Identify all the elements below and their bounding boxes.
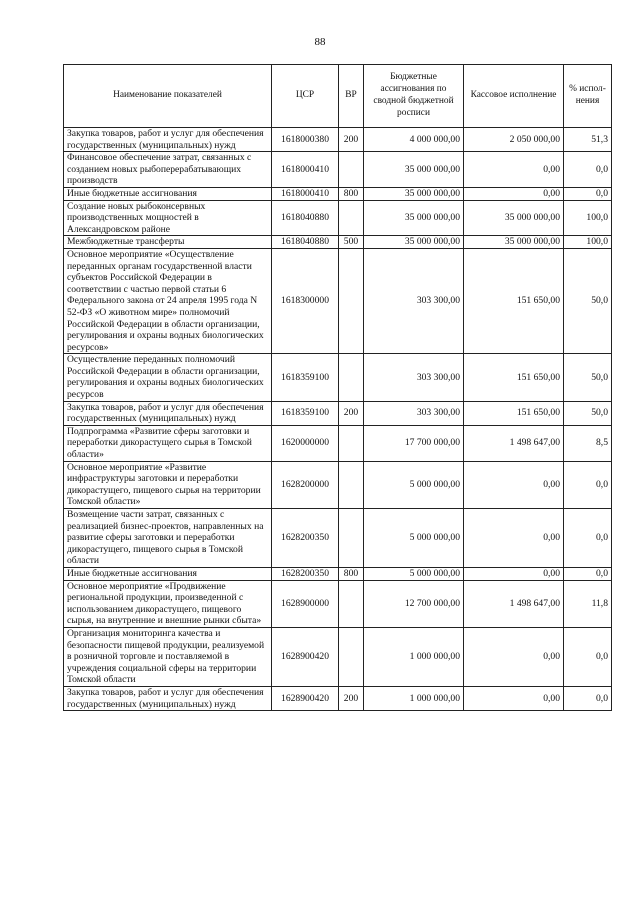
cell-budget: 12 700 000,00 [364, 580, 464, 627]
cell-csr: 1618040880 [272, 200, 339, 236]
cell-kass: 0,00 [464, 509, 564, 568]
cell-kass: 0,00 [464, 567, 564, 580]
cell-vr [339, 152, 364, 188]
cell-budget: 1 000 000,00 [364, 627, 464, 686]
cell-name: Иные бюджетные ассигнования [64, 567, 272, 580]
header-budget: Бюджетные ассигнования по сводной бюджетной росписи [364, 65, 464, 128]
cell-csr: 1618040880 [272, 236, 339, 249]
cell-pct: 0,0 [564, 152, 612, 188]
cell-name: Организация мониторинга качества и безопасности пищевой продукции, реализуемой в розничной торговле и поставляемой в учреждения социальной сферы на территории Томской области [64, 627, 272, 686]
cell-budget: 5 000 000,00 [364, 567, 464, 580]
cell-csr: 1628200350 [272, 509, 339, 568]
cell-name: Основное мероприятие «Продвижение региональной продукции, произведенной с использованием дикорастущего, пищевого сырья, на внутренние и внешние рынки сбыта» [64, 580, 272, 627]
cell-kass: 0,00 [464, 461, 564, 508]
cell-pct: 100,0 [564, 236, 612, 249]
cell-vr [339, 200, 364, 236]
cell-name: Закупка товаров, работ и услуг для обеспечения государственных (муниципальных) нужд [64, 401, 272, 425]
cell-csr: 1618300000 [272, 248, 339, 353]
cell-budget: 5 000 000,00 [364, 509, 464, 568]
header-pct: % испол-нения [564, 65, 612, 128]
cell-csr: 1628200000 [272, 461, 339, 508]
table-row [64, 425, 612, 461]
cell-budget: 17 700 000,00 [364, 425, 464, 461]
cell-kass: 1 498 647,00 [464, 425, 564, 461]
cell-kass: 151 650,00 [464, 248, 564, 353]
header-csr: ЦСР [272, 65, 339, 128]
table-row [64, 509, 612, 568]
budget-table [63, 64, 612, 711]
cell-kass: 151 650,00 [464, 401, 564, 425]
cell-name: Закупка товаров, работ и услуг для обеспечения государственных (муниципальных) нужд [64, 686, 272, 710]
cell-budget: 303 300,00 [364, 248, 464, 353]
cell-pct: 0,0 [564, 567, 612, 580]
table-row [64, 128, 612, 152]
cell-kass: 0,00 [464, 627, 564, 686]
header-vr: ВР [339, 65, 364, 128]
cell-budget: 303 300,00 [364, 401, 464, 425]
cell-kass: 35 000 000,00 [464, 200, 564, 236]
cell-pct: 0,0 [564, 509, 612, 568]
cell-vr: 200 [339, 401, 364, 425]
cell-kass: 2 050 000,00 [464, 128, 564, 152]
cell-pct: 0,0 [564, 461, 612, 508]
table-row [64, 200, 612, 236]
table-row [64, 401, 612, 425]
cell-name: Иные бюджетные ассигнования [64, 187, 272, 200]
cell-kass: 0,00 [464, 686, 564, 710]
cell-vr [339, 627, 364, 686]
cell-pct: 8,5 [564, 425, 612, 461]
table-row [64, 461, 612, 508]
cell-csr: 1628200350 [272, 567, 339, 580]
cell-budget: 35 000 000,00 [364, 236, 464, 249]
cell-kass: 35 000 000,00 [464, 236, 564, 249]
header-name: Наименование показателей [64, 65, 272, 128]
cell-kass: 0,00 [464, 187, 564, 200]
cell-pct: 50,0 [564, 354, 612, 401]
cell-pct: 51,3 [564, 128, 612, 152]
cell-csr: 1618000410 [272, 187, 339, 200]
cell-vr [339, 461, 364, 508]
cell-pct: 0,0 [564, 686, 612, 710]
cell-csr: 1628900000 [272, 580, 339, 627]
cell-vr [339, 509, 364, 568]
cell-kass: 151 650,00 [464, 354, 564, 401]
cell-pct: 100,0 [564, 200, 612, 236]
cell-csr: 1628900420 [272, 627, 339, 686]
table-row [64, 567, 612, 580]
cell-budget: 35 000 000,00 [364, 200, 464, 236]
cell-name: Основное мероприятие «Осуществление переданных органам государственной власти субъектов Российской Федерации в соответствии с частью первой статьи 6 Федерального закона от 24 апреля 1995 года N 52-ФЗ «О животном мире» полномочий Российской Федерации в области организации, регулирования и охраны водных биологических ресурсов» [64, 248, 272, 353]
cell-vr [339, 580, 364, 627]
table-row [64, 354, 612, 401]
cell-csr: 1618359100 [272, 354, 339, 401]
table-row [64, 152, 612, 188]
cell-csr: 1618359100 [272, 401, 339, 425]
cell-csr: 1618000380 [272, 128, 339, 152]
page-number: 88 [314, 36, 326, 48]
cell-csr: 1628900420 [272, 686, 339, 710]
cell-budget: 303 300,00 [364, 354, 464, 401]
cell-pct: 0,0 [564, 627, 612, 686]
cell-vr: 200 [339, 686, 364, 710]
cell-vr: 800 [339, 567, 364, 580]
cell-name: Возмещение части затрат, связанных с реализацией бизнес-проектов, направленных на развитие сферы заготовки и переработки дикорастущего, пищевого сырья в Томской области [64, 509, 272, 568]
cell-budget: 35 000 000,00 [364, 187, 464, 200]
cell-vr: 500 [339, 236, 364, 249]
cell-vr [339, 248, 364, 353]
table-row [64, 248, 612, 353]
cell-vr [339, 425, 364, 461]
cell-budget: 5 000 000,00 [364, 461, 464, 508]
cell-csr: 1618000410 [272, 152, 339, 188]
cell-kass: 0,00 [464, 152, 564, 188]
cell-pct: 50,0 [564, 248, 612, 353]
cell-pct: 0,0 [564, 187, 612, 200]
cell-name: Основное мероприятие «Развитие инфраструктуры заготовки и переработки дикорастущего, пищевого сырья на территории Томской области» [64, 461, 272, 508]
cell-budget: 35 000 000,00 [364, 152, 464, 188]
cell-vr: 200 [339, 128, 364, 152]
cell-name: Создание новых рыбоконсервных производственных мощностей в Александровском районе [64, 200, 272, 236]
cell-vr: 800 [339, 187, 364, 200]
header-kass: Кассовое исполнение [464, 65, 564, 128]
cell-name: Осуществление переданных полномочий Российской Федерации в области организации, регулирования и охраны водных биологических ресурсов [64, 354, 272, 401]
cell-name: Закупка товаров, работ и услуг для обеспечения государственных (муниципальных) нужд [64, 128, 272, 152]
cell-pct: 50,0 [564, 401, 612, 425]
cell-budget: 1 000 000,00 [364, 686, 464, 710]
table-row [64, 627, 612, 686]
cell-pct: 11,8 [564, 580, 612, 627]
cell-csr: 1620000000 [272, 425, 339, 461]
cell-name: Финансовое обеспечение затрат, связанных с созданием новых рыбоперерабатывающих производств [64, 152, 272, 188]
cell-name: Межбюджетные трансферты [64, 236, 272, 249]
table-row [64, 187, 612, 200]
table-header-row [64, 65, 612, 128]
cell-name: Подпрограмма «Развитие сферы заготовки и переработки дикорастущего сырья в Томской области» [64, 425, 272, 461]
table-row [64, 580, 612, 627]
table-row [64, 686, 612, 710]
table-row [64, 236, 612, 249]
cell-vr [339, 354, 364, 401]
cell-kass: 1 498 647,00 [464, 580, 564, 627]
cell-budget: 4 000 000,00 [364, 128, 464, 152]
